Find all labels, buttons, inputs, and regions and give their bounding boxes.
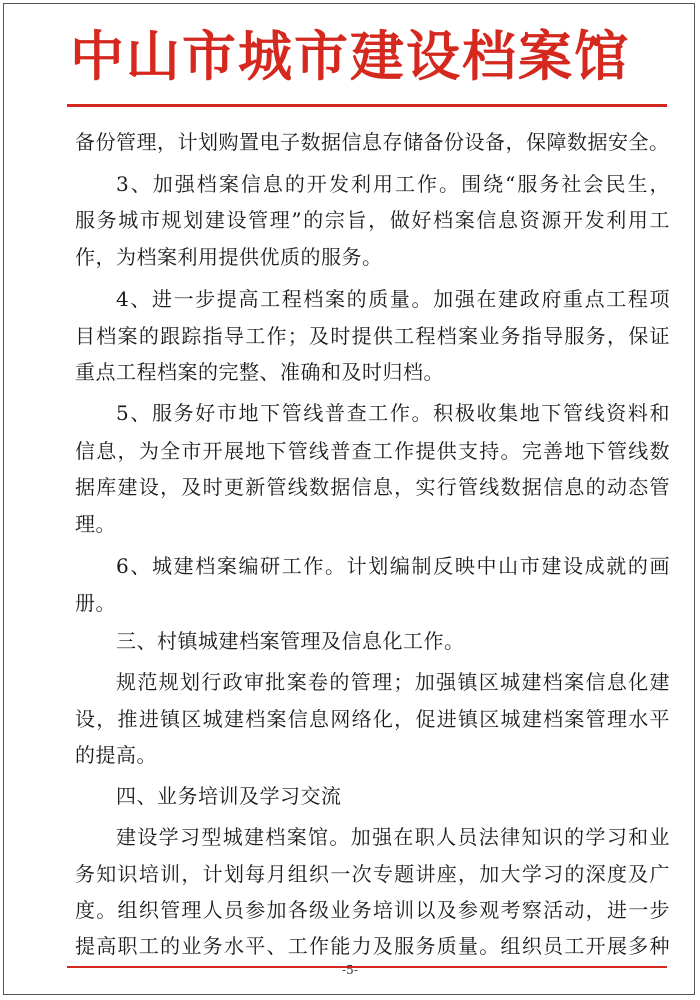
body-line: 目档案的跟踪指导工作；及时提供工程档案业务指导服务，保证 xyxy=(75,324,670,348)
body-line: 理。 xyxy=(75,512,116,536)
letterhead-title: 中山市城市建设档案馆 xyxy=(70,25,630,88)
page-number: -5- xyxy=(342,963,358,977)
body-line: 度。组织管理人员参加各级业务培训以及参观考察活动，进一步 xyxy=(75,898,670,922)
body-line: 规范规划行政审批案卷的管理；加强镇区城建档案信息化建 xyxy=(116,670,670,694)
body-line: 作，为档案利用提供优质的服务。 xyxy=(75,245,383,269)
body-line: 据库建设，及时更新管线数据信息，实行管线数据信息的动态管 xyxy=(75,475,670,499)
body-line: 务知识培训，计划每月组织一次专题讲座，加大学习的深度及广 xyxy=(75,862,670,886)
section-heading: 三、村镇城建档案管理及信息化工作。 xyxy=(116,629,465,653)
body-line: 册。 xyxy=(75,591,116,615)
body-line: 服务城市规划建设管理”的宗旨，做好档案信息资源开发利用工 xyxy=(75,208,670,232)
body-line: 重点工程档案的完整、准确和及时归档。 xyxy=(75,360,444,384)
body-line: 提高职工的业务水平、工作能力及服务质量。组织员工开展多种 xyxy=(75,934,670,958)
body-line: 6、城建档案编研工作。计划编制反映中山市建设成就的画 xyxy=(116,554,670,578)
body-line: 备份管理，计划购置电子数据信息存储备份设备，保障数据安全。 xyxy=(75,130,670,154)
body-line: 建设学习型城建档案馆。加强在职人员法律知识的学习和业 xyxy=(116,825,670,849)
body-line: 设，推进镇区城建档案信息网络化，促进镇区城建档案管理水平 xyxy=(75,707,670,731)
body-line: 的提高。 xyxy=(75,743,157,767)
body-line: 信息，为全市开展地下管线普查工作提供支持。完善地下管线数 xyxy=(75,439,670,463)
body-line: 3、加强档案信息的开发利用工作。围绕“服务社会民生， xyxy=(116,172,670,196)
section-heading: 四、业务培训及学习交流 xyxy=(116,784,342,808)
body-line: 5、服务好市地下管线普查工作。积极收集地下管线资料和 xyxy=(116,401,670,425)
body-line: 4、进一步提高工程档案的质量。加强在建政府重点工程项 xyxy=(116,287,670,311)
